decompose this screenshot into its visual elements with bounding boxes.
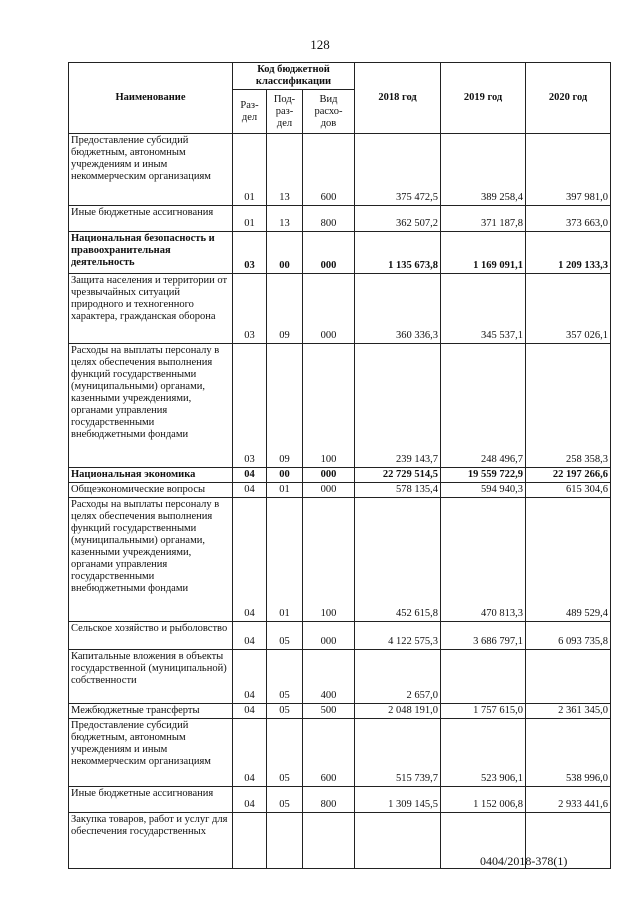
cell-2020: 2 361 345,0 [526,704,611,719]
cell-2018: 578 135,4 [355,483,441,498]
cell-vid: 100 [303,344,355,468]
cell-podrazdel: 00 [267,468,303,483]
table-row [69,206,611,232]
cell-podrazdel: 05 [267,622,303,650]
cell-name: Закупка товаров, работ и услуг для обеспечения государственных [69,813,233,869]
cell-2020: 1 209 133,3 [526,232,611,274]
cell-2020: 397 981,0 [526,134,611,206]
cell-name: Национальная экономика [69,468,233,483]
cell-podrazdel: 09 [267,344,303,468]
table-row [69,622,611,650]
cell-2018: 239 143,7 [355,344,441,468]
cell-vid: 000 [303,468,355,483]
table-row [69,134,611,206]
cell-name: Предоставление субсидий бюджетным, автономным учреждениям и иным некоммерческим организациям [69,719,233,787]
cell-razdel: 03 [233,232,267,274]
header-razdel: Раз- дел [233,90,267,134]
cell-vid [303,813,355,869]
cell-2018: 515 739,7 [355,719,441,787]
cell-razdel: 01 [233,206,267,232]
cell-name: Межбюджетные трансферты [69,704,233,719]
cell-razdel: 04 [233,483,267,498]
cell-razdel: 04 [233,468,267,483]
header-name: Наименование [69,63,233,134]
cell-razdel: 01 [233,134,267,206]
table-row [69,232,611,274]
cell-vid: 600 [303,719,355,787]
cell-2020: 22 197 266,6 [526,468,611,483]
table-body [69,134,611,869]
cell-2020: 489 529,4 [526,498,611,622]
cell-razdel: 04 [233,787,267,813]
cell-2019: 1 169 091,1 [441,232,526,274]
cell-2019: 1 757 615,0 [441,704,526,719]
header-2019: 2019 год [441,63,526,134]
table-row [69,719,611,787]
header-podrazdel: Под- раз- дел [267,90,303,134]
cell-vid: 000 [303,274,355,344]
cell-name: Иные бюджетные ассигнования [69,787,233,813]
cell-vid: 800 [303,787,355,813]
cell-razdel: 04 [233,622,267,650]
cell-podrazdel: 01 [267,483,303,498]
cell-2020: 357 026,1 [526,274,611,344]
cell-razdel: 03 [233,344,267,468]
cell-vid: 500 [303,704,355,719]
cell-2018: 375 472,5 [355,134,441,206]
header-code-group: Код бюджетной классификации [233,63,355,90]
cell-2018: 452 615,8 [355,498,441,622]
cell-vid: 600 [303,134,355,206]
cell-name: Сельское хозяйство и рыболовство [69,622,233,650]
cell-razdel [233,813,267,869]
budget-table [68,62,611,869]
cell-2019: 371 187,8 [441,206,526,232]
cell-vid: 000 [303,483,355,498]
cell-vid: 000 [303,622,355,650]
header-2020: 2020 год [526,63,611,134]
cell-2019: 19 559 722,9 [441,468,526,483]
cell-razdel: 04 [233,650,267,704]
document-code: 0404/2018-378(1) [480,854,568,868]
cell-podrazdel: 05 [267,650,303,704]
cell-2019: 523 906,1 [441,719,526,787]
cell-2018: 2 048 191,0 [355,704,441,719]
cell-2019: 345 537,1 [441,274,526,344]
cell-razdel: 04 [233,719,267,787]
cell-razdel: 03 [233,274,267,344]
cell-podrazdel: 09 [267,274,303,344]
cell-2020: 538 996,0 [526,719,611,787]
cell-name: Защита населения и территории от чрезвычайных ситуаций природного и техногенного характера, гражданская оборона [69,274,233,344]
cell-2019 [441,650,526,704]
cell-razdel: 04 [233,704,267,719]
cell-2020: 373 663,0 [526,206,611,232]
cell-podrazdel: 05 [267,787,303,813]
cell-podrazdel: 05 [267,719,303,787]
cell-2018: 22 729 514,5 [355,468,441,483]
cell-2019: 470 813,3 [441,498,526,622]
header-vid: Вид расхо- дов [303,90,355,134]
cell-2018 [355,813,441,869]
cell-2018: 1 135 673,8 [355,232,441,274]
cell-2018: 362 507,2 [355,206,441,232]
cell-vid: 400 [303,650,355,704]
cell-2020: 6 093 735,8 [526,622,611,650]
cell-name: Капитальные вложения в объекты государственной (муниципальной) собственности [69,650,233,704]
cell-2018: 4 122 575,3 [355,622,441,650]
cell-2020: 2 933 441,6 [526,787,611,813]
table-row [69,498,611,622]
cell-name: Общеэкономические вопросы [69,483,233,498]
table-row [69,787,611,813]
cell-name: Расходы на выплаты персоналу в целях обеспечения выполнения функций государственными (муниципальными) органами, казенными учреждениями, органами управления государственными внебюджетными фондами [69,498,233,622]
cell-2019: 389 258,4 [441,134,526,206]
cell-vid: 800 [303,206,355,232]
cell-podrazdel: 05 [267,704,303,719]
page-number: 128 [310,37,330,52]
cell-2019: 248 496,7 [441,344,526,468]
cell-podrazdel [267,813,303,869]
cell-podrazdel: 13 [267,134,303,206]
cell-2019: 1 152 006,8 [441,787,526,813]
cell-2020: 615 304,6 [526,483,611,498]
header-2018: 2018 год [355,63,441,134]
cell-podrazdel: 13 [267,206,303,232]
cell-razdel: 04 [233,498,267,622]
cell-2019: 3 686 797,1 [441,622,526,650]
cell-vid: 100 [303,498,355,622]
cell-2018: 2 657,0 [355,650,441,704]
cell-2020: 258 358,3 [526,344,611,468]
cell-vid: 000 [303,232,355,274]
table-row [69,468,611,483]
table-row [69,704,611,719]
table-row [69,650,611,704]
cell-2019: 594 940,3 [441,483,526,498]
cell-2018: 1 309 145,5 [355,787,441,813]
cell-podrazdel: 00 [267,232,303,274]
table-row [69,274,611,344]
cell-2020 [526,650,611,704]
cell-name: Иные бюджетные ассигнования [69,206,233,232]
cell-podrazdel: 01 [267,498,303,622]
table-row [69,483,611,498]
table-row [69,344,611,468]
cell-2018: 360 336,3 [355,274,441,344]
cell-name: Национальная безопасность и правоохранительная деятельность [69,232,233,274]
cell-name: Расходы на выплаты персоналу в целях обеспечения выполнения функций государственными (муниципальными) органами, казенными учреждениями, органами управления государственными внебюджетными фондами [69,344,233,468]
cell-name: Предоставление субсидий бюджетным, автономным учреждениям и иным некоммерческим организациям [69,134,233,206]
